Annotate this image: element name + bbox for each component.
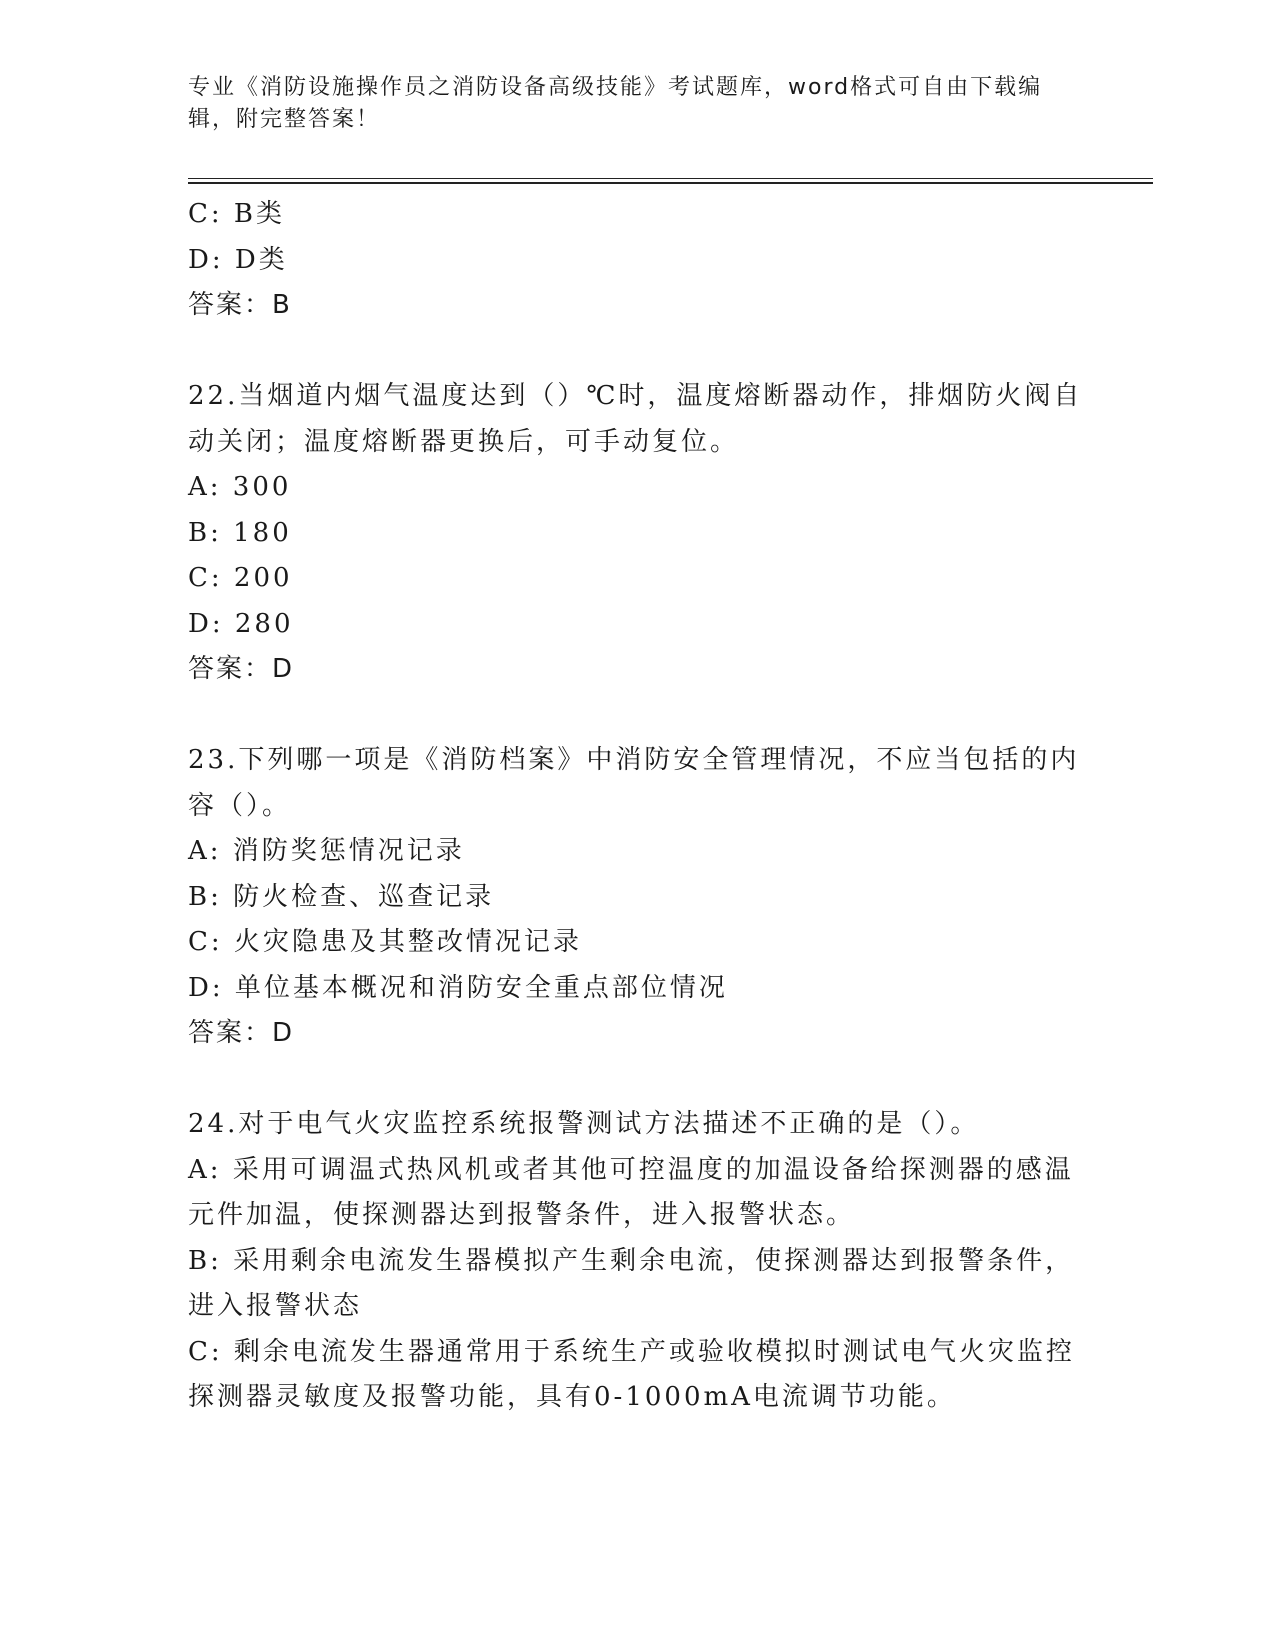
option-a: A: 300 xyxy=(188,472,292,502)
document-body xyxy=(188,192,1088,1421)
spacer xyxy=(188,693,1088,739)
option-b: B: 180 xyxy=(188,517,292,548)
answer-line: 答案：B xyxy=(188,290,292,320)
answer-line: 答案：D xyxy=(188,1018,295,1048)
question-stem-line: 23.下列哪一项是《消防档案》中消防安全管理情况，不应当包括的内 xyxy=(188,745,1080,775)
answer-line: 答案：D xyxy=(188,654,295,684)
header-line-1: 专业《消防设施操作员之消防设备高级技能》考试题库，word格式可自由下载编 xyxy=(188,75,1043,100)
header-rule-thin xyxy=(188,178,1153,179)
option-d: D: 单位基本概况和消防安全重点部位情况 xyxy=(188,972,728,1003)
page-header xyxy=(188,72,1078,136)
option-c-line: 探测器灵敏度及报警功能，具有0-1000mA电流调节功能。 xyxy=(188,1382,956,1412)
question-stem-line: 22.当烟道内烟气温度达到（）℃时，温度熔断器动作，排烟防火阀自 xyxy=(188,381,1083,411)
continued-question xyxy=(188,192,1088,329)
question-stem-line: 动关闭；温度熔断器更换后，可手动复位。 xyxy=(188,426,740,457)
question-22 xyxy=(188,374,1088,693)
option-a-line: 元件加温，使探测器达到报警条件，进入报警状态。 xyxy=(188,1200,856,1230)
question-23 xyxy=(188,738,1088,1057)
option-d: D: 280 xyxy=(188,608,294,639)
option-a-line: A: 采用可调温式热风机或者其他可控温度的加温设备给探测器的感温 xyxy=(188,1154,1074,1185)
option-c-line: C: 剩余电流发生器通常用于系统生产或验收模拟时测试电气火灾监控 xyxy=(188,1336,1075,1367)
question-24 xyxy=(188,1102,1088,1421)
option-b: B: 防火检查、巡查记录 xyxy=(188,881,495,912)
spacer xyxy=(188,329,1088,375)
option-c: C: B类 xyxy=(188,199,286,229)
question-stem-line: 24.对于电气火灾监控系统报警测试方法描述不正确的是（）。 xyxy=(188,1109,980,1139)
option-a: A: 消防奖惩情况记录 xyxy=(188,836,465,866)
header-line-2: 辑，附完整答案！ xyxy=(188,107,381,132)
question-stem-line: 容（）。 xyxy=(188,790,292,821)
option-b-line: 进入报警状态 xyxy=(188,1291,363,1321)
header-rule-thick xyxy=(188,182,1153,184)
option-d: D: D类 xyxy=(188,244,288,275)
option-b-line: B: 采用剩余电流发生器模拟产生剩余电流，使探测器达到报警条件， xyxy=(188,1245,1075,1276)
spacer xyxy=(188,1057,1088,1103)
option-c: C: 火灾隐患及其整改情况记录 xyxy=(188,927,582,957)
option-c: C: 200 xyxy=(188,563,293,593)
